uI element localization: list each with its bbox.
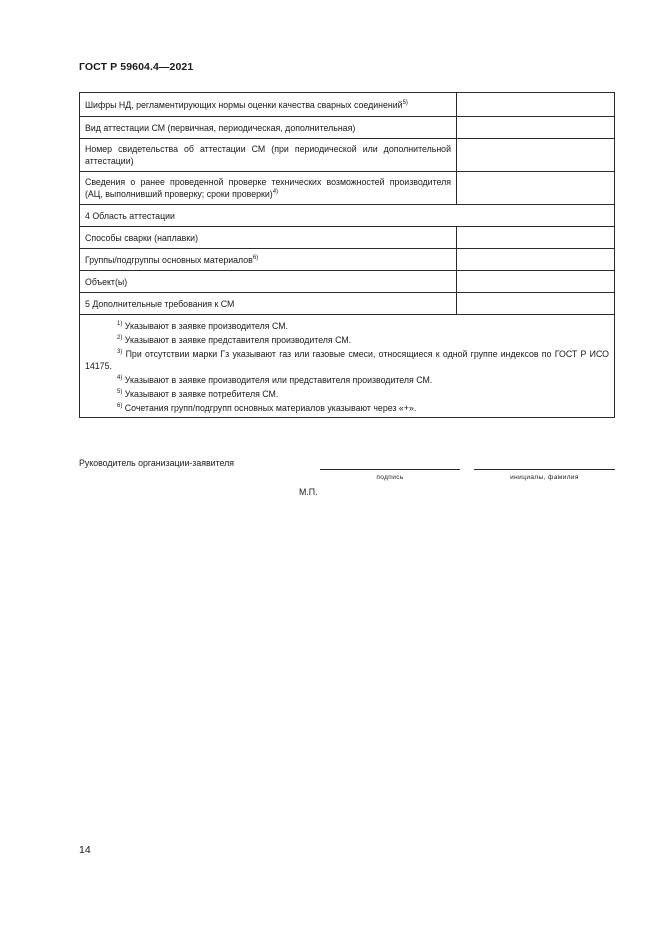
value-field[interactable] xyxy=(457,139,615,172)
footnote: $^{3)}$ При отсутствии марки Гз указывают газ или газовые смеси, относящиеся к одной группе индексов по ГОСТ Р ИСО 14175. xyxy=(85,348,609,371)
application-form-table xyxy=(79,92,615,418)
footnote: $^{1)}$ Указывают в заявке производителя СМ. xyxy=(117,320,288,331)
table-row xyxy=(80,93,615,117)
footnote: $^{5)}$ Указывают в заявке потребителя СМ. xyxy=(117,388,279,399)
table-row xyxy=(80,271,615,293)
footnotes xyxy=(80,315,615,418)
value-field[interactable] xyxy=(457,271,615,293)
table-row xyxy=(80,117,615,139)
value-field[interactable] xyxy=(457,93,615,117)
table-row xyxy=(80,172,615,205)
row-label: Объект(ы) xyxy=(80,271,457,293)
signature-line[interactable] xyxy=(320,469,460,470)
value-field[interactable] xyxy=(457,249,615,271)
footnotes-row xyxy=(80,315,615,418)
stamp-label: М.П. xyxy=(299,487,318,497)
signature-caption: подпись xyxy=(376,474,404,481)
table-row xyxy=(80,293,615,315)
row-label: Номер свидетельства об аттестации СМ (при периодической или дополнительной аттестации) xyxy=(80,139,457,172)
table-row xyxy=(80,227,615,249)
page-number: 14 xyxy=(79,844,91,856)
value-field[interactable] xyxy=(457,227,615,249)
footnote: $^{2)}$ Указывают в заявке представителя производителя СМ. xyxy=(117,334,352,345)
footnote-mark: 5) xyxy=(402,99,408,106)
signatory-label: Руководитель организации-заявителя xyxy=(79,458,235,468)
value-field[interactable] xyxy=(457,293,615,315)
table-row xyxy=(80,249,615,271)
table-section-row xyxy=(80,205,615,227)
row-label: Шифры НД, регламентирующих нормы оценки качества сварных соединений$^{5)}$ xyxy=(80,93,457,117)
row-label: 5 Дополнительные требования к СМ xyxy=(80,293,457,315)
row-label: Способы сварки (наплавки) xyxy=(80,227,457,249)
document-header: ГОСТ Р 59604.4—2021 xyxy=(79,61,194,73)
footnote: $^{6)}$ Сочетания групп/подгрупп основных материалов указывают через «+». xyxy=(117,402,417,413)
row-label: Группы/подгруппы основных материалов$^{6)}$ xyxy=(80,249,457,271)
footnote: $^{4)}$ Указывают в заявке производителя или представителя производителя СМ. xyxy=(117,374,433,385)
row-label: Вид аттестации СМ (первичная, периодическая, дополнительная) xyxy=(80,117,457,139)
footnote-mark: 6) xyxy=(252,254,259,261)
value-field[interactable] xyxy=(457,117,615,139)
row-label: Сведения о ранее проведенной проверке технических возможностей производителя (АЦ, выполнивший проверку; сроки проверки)$^{4)}$ xyxy=(80,172,457,205)
name-caption: инициалы, фамилия xyxy=(510,474,579,481)
section-heading: 4 Область аттестации xyxy=(80,205,615,227)
value-field[interactable] xyxy=(457,172,615,205)
name-line[interactable] xyxy=(474,469,615,470)
footnote-mark: 4) xyxy=(272,189,279,196)
table-row xyxy=(80,139,615,172)
